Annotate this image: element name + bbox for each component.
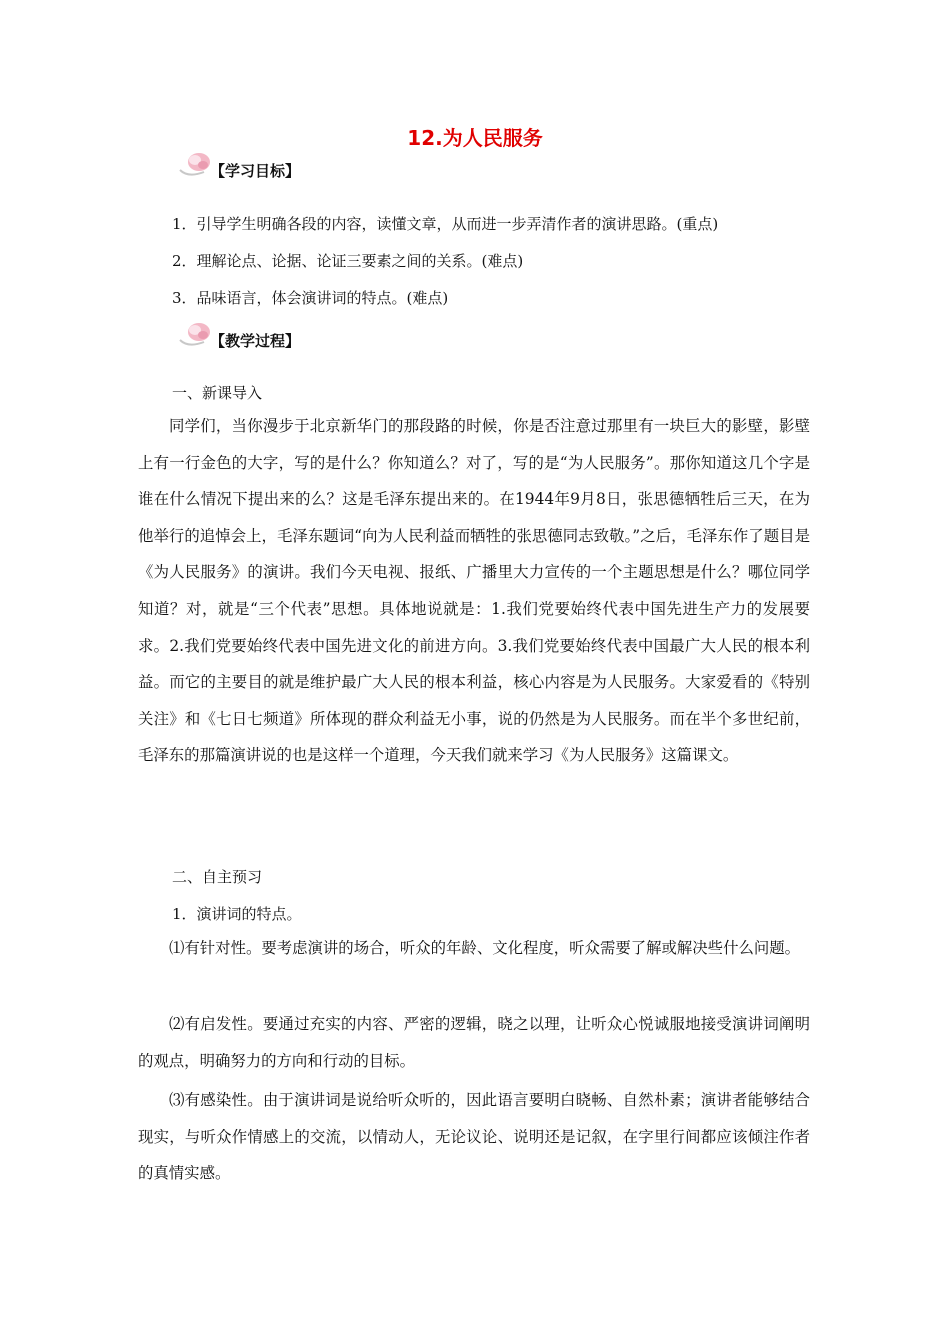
sub-heading-features: 1．演讲词的特点。 [172,905,302,923]
feature-text: ⑴有针对性。要考虑演讲的场合，听众的年龄、文化程度，听众需要了解或解决些什么问题。 [169,939,801,957]
goal-item-2: 2．理解论点、论据、论证三要素之间的关系。(难点) [172,252,524,270]
feature-text: ⑶有感染性。由于演讲词是说给听众听的，因此语言要明白晓畅、自然朴素；演讲者能够结合现实，与听众作情感上的交流，以情动人，无论议论、说明还是记叙，在字里行间都应该倾注作者的真情实感。 [138,1091,810,1183]
intro-text: 同学们，当你漫步于北京新华门的那段路的时候，你是否注意过那里有一块巨大的影壁，影壁上有一行金色的大字，写的是什么？你知道么？对了，写的是“为人民服务”。那你知道这几个字是谁在什么情况下提出来的么？这是毛泽东提出来的。在1944年9月8日，张思德牺牲后三天，在为他举行的追悼会上，毛泽东题词“向为人民利益而牺牲的张思德同志致敬。”之后，毛泽东作了题目是《为人民服务》的演讲。我们今天电视、报纸、广播里大力宣传的一个主题思想是什么？哪位同学知道？对，就是“三个代表”思想。具体地说就是：1.我们党要始终代表中国先进生产力的发展要求。2.我们党要始终代表中国先进文化的前进方向。3.我们党要始终代表中国最广大人民的根本利益。而它的主要目的就是维护最广大人民的根本利益，核心内容是为人民服务。大家爱看的《特别关注》和《七日七频道》所体现的群众利益无小事，说的仍然是为人民服务。而在半个多世纪前，毛泽东的那篇演讲说的也是这样一个道理，今天我们就来学习《为人民服务》这篇课文。 [138,417,810,765]
section-label: 【教学过程】 [210,332,301,350]
section-label: 【学习目标】 [210,162,301,180]
intro-paragraph [138,408,810,774]
heading-intro: 一、新课导入 [172,384,263,402]
heading-preview: 二、自主预习 [172,868,263,886]
flower-icon [178,148,214,178]
feature-point-1 [138,930,810,967]
goal-item-1: 1．引导学生明确各段的内容，读懂文章，从而进一步弄清作者的演讲思路。(重点) [172,215,719,233]
feature-point-2 [138,1006,810,1079]
feature-point-3 [138,1082,810,1192]
feature-text: ⑵有启发性。要通过充实的内容、严密的逻辑，晓之以理，让听众心悦诚服地接受演讲词阐明的观点，明确努力的方向和行动的目标。 [138,1015,810,1070]
page-title: 12.为人民服务 [407,126,543,150]
goal-item-3: 3．品味语言，体会演讲词的特点。(难点) [172,289,449,307]
flower-icon [178,318,214,348]
